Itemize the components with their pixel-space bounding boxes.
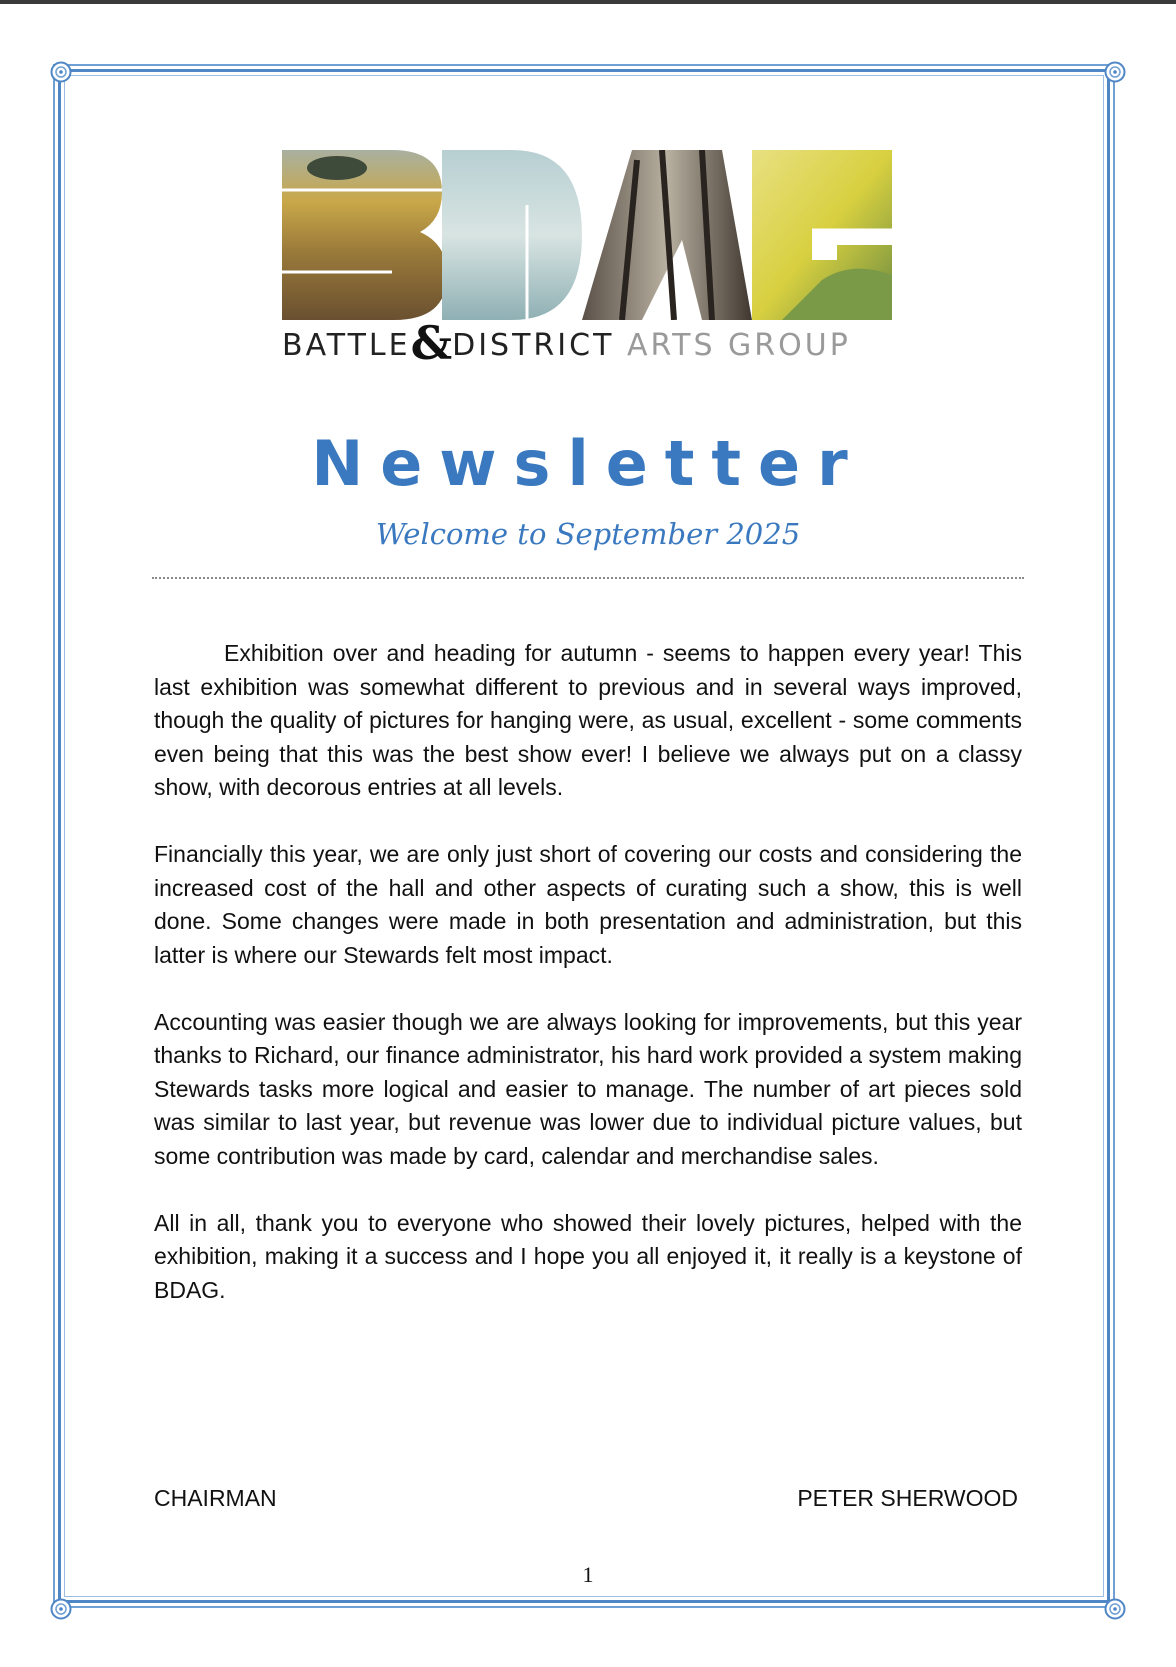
corner-ornament-icon	[50, 61, 72, 83]
newsletter-page	[0, 4, 1176, 1667]
body-paragraph: Financially this year, we are only just short of covering our costs and considering the increased cost of the hall and other aspects of curating such a show, this is well done. Some changes were made in both presentation and administration, but this latter is where our Stewards felt most impact.	[154, 841, 1022, 968]
dotted-divider	[152, 577, 1024, 579]
bdag-letters-logo	[282, 150, 892, 320]
logo-ampersand: &	[410, 316, 453, 370]
signature-role: CHAIRMAN	[154, 1485, 277, 1511]
signature-name: PETER SHERWOOD	[797, 1485, 1018, 1511]
bdag-logo	[282, 150, 892, 370]
logo-word-battle: BATTLE	[282, 328, 411, 363]
newsletter-subtitle: Welcome to September 2025	[375, 517, 801, 551]
newsletter-body	[154, 637, 1022, 1341]
body-paragraph: Exhibition over and heading for autumn - seems to happen every year! This last exhibition was somewhat different to previous and in several ways improved, though the quality of pictures for hanging were, as usual, excellent - some comments even being that this was the best show ever! I believe we always put on a classy show, with decorous entries at all levels.	[154, 640, 1022, 800]
page-number: 1	[582, 1562, 594, 1587]
body-paragraph: All in all, thank you to everyone who showed their lovely pictures, helped with the exhibition, making it a success and I hope you all enjoyed it, it really is a keystone of BDAG.	[154, 1209, 1022, 1303]
logo-word-arts-group: ARTS GROUP	[626, 328, 851, 363]
newsletter-title: Newsletter	[311, 427, 865, 500]
logo-word-district: DISTRICT	[452, 328, 615, 363]
logo-wordmark	[282, 316, 892, 370]
body-paragraph: Accounting was easier though we are always looking for improvements, but this year thanks to Richard, our finance administrator, his hard work provided a system making Stewards tasks more logical and easier to manage. The number of art pieces sold was similar to last year, but revenue was lower due to individual picture values, but some contribution was made by card, calendar and merchandise sales.	[154, 1008, 1022, 1169]
corner-ornament-icon	[1104, 61, 1126, 83]
corner-ornament-icon	[50, 1598, 72, 1620]
corner-ornament-icon	[1104, 1598, 1126, 1620]
